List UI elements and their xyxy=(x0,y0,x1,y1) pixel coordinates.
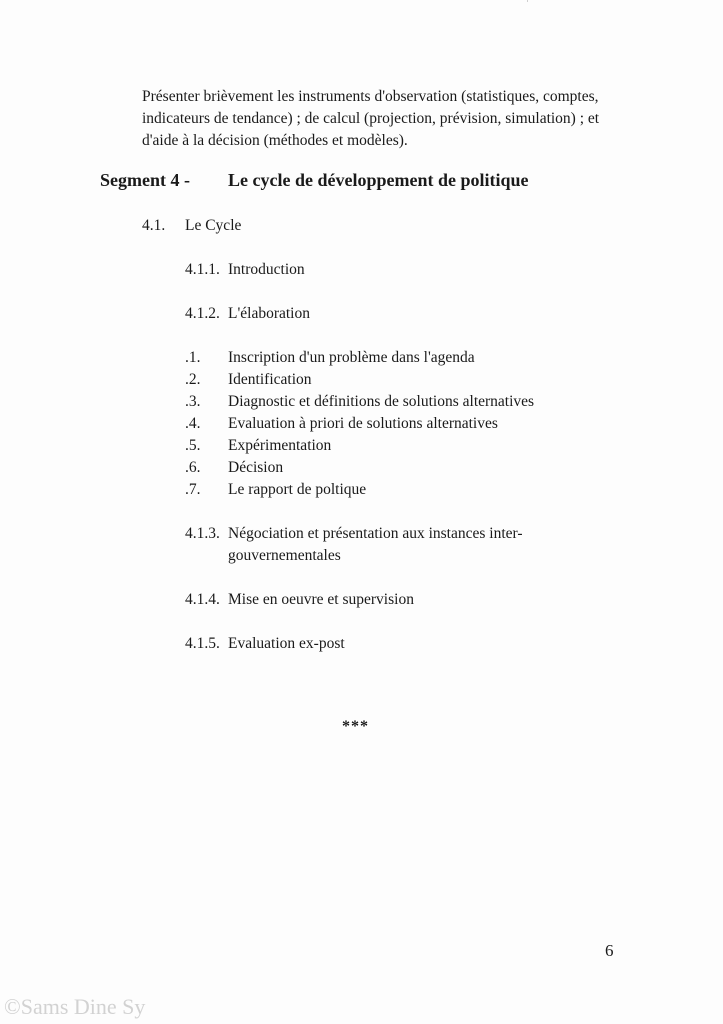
intro-paragraph: Présenter brièvement les instruments d'observation (statistiques, comptes, indicateurs de tendance) ; de calcul (projection, prévision, simulation) ; et d'aide à la décision (méthodes et modèles). xyxy=(142,88,600,149)
subsection-title: Négociation et présentation aux instances inter- xyxy=(228,525,523,542)
section-title: Le Cycle xyxy=(185,217,242,234)
subsection-title: Introduction xyxy=(228,261,305,278)
step-number: .6. xyxy=(185,459,201,476)
subsection-title: Mise en oeuvre et supervision xyxy=(228,591,414,608)
step-title: Expérimentation xyxy=(228,437,332,454)
subsection-number: 4.1.4. xyxy=(185,591,220,608)
subsection-number: 4.1.1. xyxy=(185,261,220,278)
subsection-number: 4.1.5. xyxy=(185,635,220,652)
step-title: Identification xyxy=(228,371,312,388)
subsection-title-continuation: gouvernementales xyxy=(228,547,341,564)
step-title: Le rapport de poltique xyxy=(228,481,367,498)
step-title: Diagnostic et définitions de solutions alternatives xyxy=(228,393,535,410)
step-number: .7. xyxy=(185,481,201,498)
page-number: 6 xyxy=(605,941,614,960)
separator-stars: *** xyxy=(342,718,369,735)
step-number: .2. xyxy=(185,371,201,388)
scan-mark xyxy=(523,0,528,2)
step-title: Décision xyxy=(228,459,284,476)
subsection-number: 4.1.2. xyxy=(185,305,220,322)
step-number: .1. xyxy=(185,349,201,366)
section-number: 4.1. xyxy=(142,217,166,234)
step-number: .3. xyxy=(185,393,201,410)
subsection-title: L'élaboration xyxy=(228,305,310,322)
copyright-watermark: ©Sams Dine Sy xyxy=(4,994,146,1019)
segment-title: Le cycle de développement de politique xyxy=(228,170,529,190)
step-title: Evaluation à priori de solutions alternatives xyxy=(228,415,498,432)
step-number: .5. xyxy=(185,437,201,454)
subsection-number: 4.1.3. xyxy=(185,525,220,542)
step-title: Inscription d'un problème dans l'agenda xyxy=(228,349,475,366)
segment-label: Segment 4 - xyxy=(100,170,190,190)
subsection-title: Evaluation ex-post xyxy=(228,635,345,652)
step-number: .4. xyxy=(185,415,201,432)
